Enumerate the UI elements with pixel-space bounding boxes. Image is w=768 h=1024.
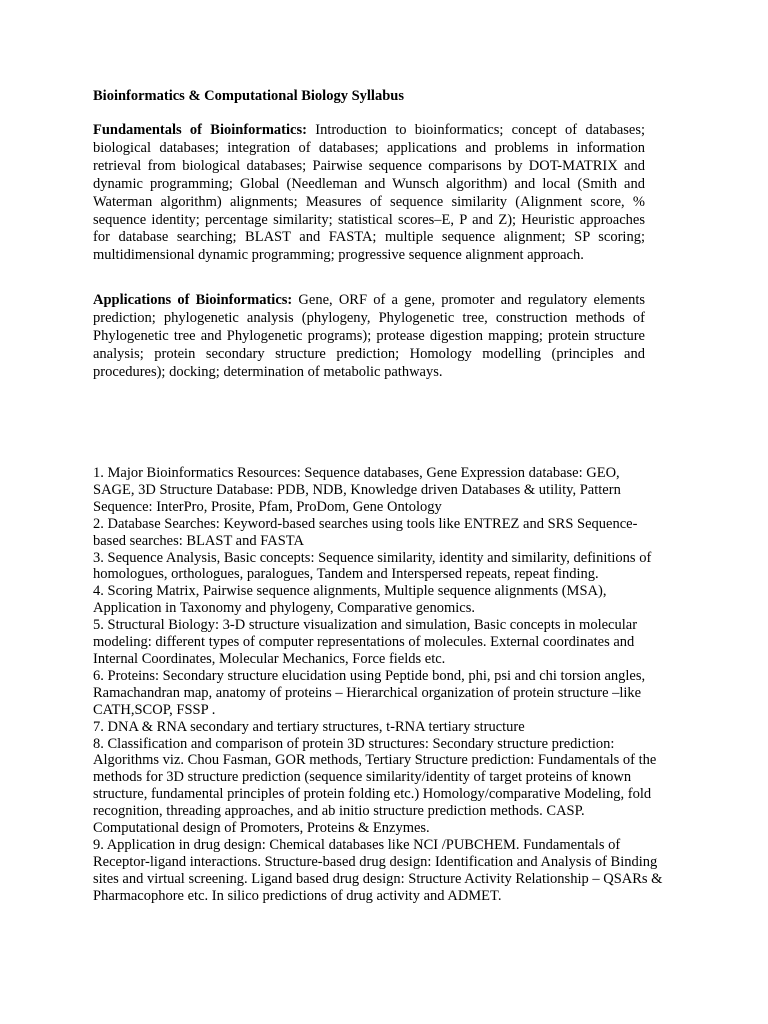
page-title: Bioinformatics & Computational Biology Syllabus xyxy=(93,88,404,104)
list-item: 4. Scoring Matrix, Pairwise sequence alignments, Multiple sequence alignments (MSA), Application in Taxonomy and phylogeny, Comparative genomics. xyxy=(93,583,607,617)
section-heading: Applications of Bioinformatics: xyxy=(93,292,293,308)
list-item: 8. Classification and comparison of protein 3D structures: Secondary structure prediction: Algorithms viz. Chou Fasman, GOR methods, Tertiary Structure prediction: Fundamentals of the methods for 3D structure prediction (sequence similarity/identity of target proteins of known structure, fundamental principles of protein folding etc.) Homology/comparative Modeling, fold recognition, threading approaches, and ab initio structure prediction methods. CASP. Computational design of Promoters, Proteins & Enzymes. xyxy=(93,735,657,837)
list-item: 3. Sequence Analysis, Basic concepts: Sequence similarity, identity and similarity, definitions of homologues, orthologues, paralogues, Tandem and Interspersed repeats, repeat finding. xyxy=(93,549,652,583)
list-item: 9. Application in drug design: Chemical databases like NCI /PUBCHEM. Fundamentals of Receptor-ligand interactions. Structure-based drug design: Identification and Analysis of Binding sites and virtual screening. Ligand based drug design: Structure Activity Relationship – QSARs & Pharmacophore etc. In silico predictions of drug activity and ADMET. xyxy=(93,836,663,904)
section-applications xyxy=(93,292,645,382)
section-body: Introduction to bioinformatics; concept of databases; biological databases; integration of databases; applications and problems in information retrieval from biological databases; Pairwise sequence comparisons by DOT-MATRIX and dynamic programming; Global (Needleman and Wunsch algorithm) and local (Smith and Waterman algorithm) alignments; Measures of sequence similarity (Alignment score, % sequence identity; percentage similarity; statistical scores–E, P and Z); Heuristic approaches for database searching; BLAST and FASTA; multiple sequence alignment; SP scoring; multidimensional dynamic programming; progressive sequence alignment approach. xyxy=(93,122,645,264)
section-fundamentals xyxy=(93,122,645,265)
list-item: 6. Proteins: Secondary structure elucidation using Peptide bond, phi, psi and chi torsion angles, Ramachandran map, anatomy of proteins – Hierarchical organization of protein structure –like CATH,SCOP, FSSP . xyxy=(93,667,646,718)
section-heading: Fundamentals of Bioinformatics: xyxy=(93,122,307,138)
topic-list xyxy=(93,465,663,905)
list-item: 7. DNA & RNA secondary and tertiary structures, t-RNA tertiary structure xyxy=(93,718,525,735)
list-item: 5. Structural Biology: 3-D structure visualization and simulation, Basic concepts in molecular modeling: different types of computer representations of molecules. External coordinates and Internal Coordinates, Molecular Mechanics, Force fields etc. xyxy=(93,617,638,667)
list-item: 1. Major Bioinformatics Resources: Sequence databases, Gene Expression database: GEO, SAGE, 3D Structure Database: PDB, NDB, Knowledge driven Databases & utility, Pattern Sequence: InterPro, Prosite, Pfam, ProDom, Gene Ontology xyxy=(93,465,621,515)
list-item: 2. Database Searches: Keyword-based searches using tools like ENTREZ and SRS Sequence-based searches: BLAST and FASTA xyxy=(93,515,638,549)
section-body: Gene, ORF of a gene, promoter and regulatory elements prediction; phylogenetic analysis (phylogeny, Phylogenetic tree, construction methods of Phylogenetic tree and Phylogenetic programs); protease digestion mapping; protein structure analysis; protein secondary structure prediction; Homology modelling (principles and procedures); docking; determination of metabolic pathways. xyxy=(93,292,645,380)
